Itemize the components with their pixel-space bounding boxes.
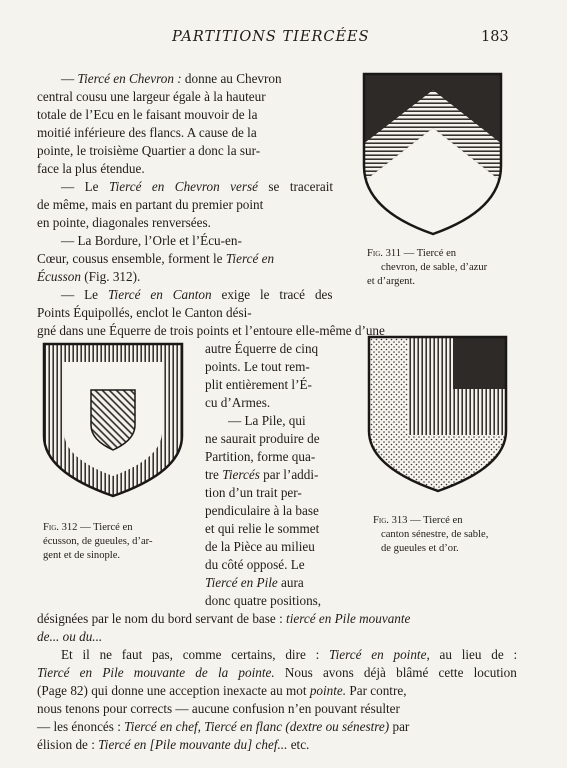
text-run: Tiercé en bbox=[225, 251, 275, 266]
body-line bbox=[205, 466, 318, 484]
text-run: Nous avons déjà blâmé cette locution bbox=[274, 665, 517, 680]
body-line bbox=[37, 160, 145, 178]
text-run: Écusson bbox=[37, 269, 81, 284]
text-run: cu d’Armes. bbox=[205, 395, 271, 410]
body-line bbox=[61, 70, 282, 88]
text-run: Tiercé en Pile bbox=[205, 575, 278, 590]
text-run: écusson, de gueules, d’ar- bbox=[43, 536, 153, 547]
text-run: chevron, de sable, d’azur bbox=[381, 262, 488, 273]
text-run: Tiercé en Chevron versé bbox=[108, 179, 258, 194]
body-line bbox=[37, 628, 102, 646]
text-run: — Tiercé en bbox=[407, 515, 463, 526]
body-line bbox=[61, 646, 517, 664]
text-run: (Fig. 312). bbox=[80, 269, 141, 284]
text-run: de même, mais en partant du premier point bbox=[37, 197, 264, 212]
text-run: etc. bbox=[287, 737, 310, 752]
text-run: Tiercés bbox=[222, 467, 260, 482]
text-run: totale de l’Ecu en le faisant mouvoir de la bbox=[37, 107, 258, 122]
text-run: de gueules et d’or. bbox=[381, 543, 459, 554]
text-run: (Page 82) qui donne une acception inexacte au mot bbox=[37, 683, 310, 698]
text-run: — Tiercé en bbox=[77, 522, 133, 533]
body-line bbox=[37, 250, 274, 268]
text-run: tre bbox=[205, 467, 223, 482]
text-run: face la plus étendue. bbox=[37, 161, 145, 176]
body-line bbox=[205, 520, 319, 538]
text-run: — bbox=[61, 71, 78, 86]
text-run: donne au Chevron bbox=[181, 71, 282, 86]
text-run: Cœur, cousus ensemble, forment le bbox=[37, 251, 226, 266]
body-line bbox=[37, 322, 385, 340]
text-run: pendiculaire à la base bbox=[205, 503, 319, 518]
text-run: Tiercé en [Pile mouvante du] chef... bbox=[98, 737, 288, 752]
text-run: tion d’un trait per- bbox=[205, 485, 302, 500]
text-run: Tiercé en pointe, bbox=[329, 647, 430, 662]
figure-313-caption-line bbox=[381, 542, 459, 556]
body-line bbox=[205, 484, 302, 502]
text-run: Tiercé en Pile mouvante de la pointe. bbox=[37, 665, 275, 680]
text-run: central cousu une largeur égale à la hauteur bbox=[37, 89, 266, 104]
text-run: — La Bordure, l’Orle et l’Écu-en- bbox=[61, 233, 242, 248]
body-line bbox=[205, 574, 304, 592]
text-run: désignées par le nom du bord servant de base : bbox=[37, 611, 287, 626]
text-run: — Tiercé en bbox=[401, 248, 457, 259]
page-header bbox=[0, 29, 567, 49]
text-run: Et il ne faut pas, comme certains, dire : bbox=[61, 647, 330, 662]
text-run: plit entièrement l’É- bbox=[205, 377, 312, 392]
text-run: par bbox=[389, 719, 410, 734]
text-run: du côté opposé. Le bbox=[205, 557, 305, 572]
body-line bbox=[205, 538, 315, 556]
body-line bbox=[37, 124, 257, 142]
figure-313-caption-line bbox=[373, 514, 463, 528]
text-run: Tiercé en Chevron : bbox=[77, 71, 182, 86]
body-line bbox=[205, 394, 270, 412]
body-line bbox=[61, 232, 242, 250]
body-line bbox=[37, 196, 263, 214]
text-run: Fig. 313 bbox=[373, 515, 408, 526]
body-line bbox=[37, 88, 266, 106]
text-run: de... ou du... bbox=[37, 629, 103, 644]
figure-311-caption-line bbox=[367, 275, 415, 289]
text-run: pointe, le troisième Quartier a donc la sur- bbox=[37, 143, 261, 158]
text-run: Tiercé en chef, Tiercé en flanc (dextre ou sénestre) bbox=[124, 719, 390, 734]
text-run: — La Pile, qui bbox=[228, 413, 306, 428]
text-run: autre Équerre de cinq bbox=[205, 341, 319, 356]
figure-311-caption-line bbox=[367, 247, 456, 261]
text-run: gent et de sinople. bbox=[43, 550, 121, 561]
text-run: points. Le tout rem- bbox=[205, 359, 310, 374]
text-run: pointe. bbox=[309, 683, 347, 698]
text-run: se tracerait bbox=[257, 179, 334, 194]
figure-313-shield bbox=[365, 333, 510, 495]
text-run: de la Pièce au milieu bbox=[205, 539, 315, 554]
body-line bbox=[205, 376, 312, 394]
body-line bbox=[61, 286, 333, 304]
body-line bbox=[205, 502, 319, 520]
figure-312-caption-line bbox=[43, 549, 120, 563]
body-line bbox=[205, 448, 315, 466]
text-run: gné dans une Équerre de trois points et l’entoure elle-même d’une bbox=[37, 323, 385, 338]
text-run: — Le bbox=[61, 287, 108, 302]
running-title: PARTITIONS TIERCÉES bbox=[172, 29, 370, 45]
body-line bbox=[37, 268, 140, 286]
text-run: ne saurait produire de bbox=[205, 431, 320, 446]
text-run: exige le tracé des bbox=[211, 287, 333, 302]
body-line bbox=[37, 214, 211, 232]
text-run: au lieu de : bbox=[429, 647, 518, 662]
body-line bbox=[205, 340, 318, 358]
body-line bbox=[37, 718, 409, 736]
body-line bbox=[205, 592, 321, 610]
body-line bbox=[37, 736, 309, 754]
text-run: Fig. 312 bbox=[43, 522, 78, 533]
text-run: Partition, forme qua- bbox=[205, 449, 316, 464]
text-run: en pointe, diagonales renversées. bbox=[37, 215, 211, 230]
figure-311-shield bbox=[360, 70, 505, 238]
text-run: nous tenons pour corrects — aucune confusion n’en pouvant résulter bbox=[37, 701, 400, 716]
figure-312-caption-line bbox=[43, 521, 133, 535]
body-line bbox=[37, 610, 410, 628]
body-line bbox=[61, 178, 333, 196]
text-run: donc quatre positions, bbox=[205, 593, 322, 608]
body-line bbox=[37, 106, 257, 124]
text-run: moitié inférieure des flancs. A cause de la bbox=[37, 125, 257, 140]
body-line bbox=[205, 556, 305, 574]
body-line bbox=[37, 304, 252, 322]
body-line bbox=[37, 682, 407, 700]
figure-312-caption-line bbox=[43, 535, 153, 549]
body-line bbox=[228, 412, 306, 430]
text-run: Par contre, bbox=[346, 683, 407, 698]
text-run: tiercé en Pile mouvante bbox=[286, 611, 411, 626]
text-run: et qui relie le sommet bbox=[205, 521, 320, 536]
body-line bbox=[205, 358, 310, 376]
page-number: 183 bbox=[481, 29, 509, 45]
figure-311-caption-line bbox=[381, 261, 487, 275]
figure-313-caption-line bbox=[381, 528, 488, 542]
text-run: canton sénestre, de sable, bbox=[381, 529, 489, 540]
text-run: Tiercé en Canton bbox=[107, 287, 212, 302]
body-line bbox=[37, 700, 400, 718]
text-run: — Le bbox=[61, 179, 109, 194]
text-run: et d’argent. bbox=[367, 276, 416, 287]
text-run: Points Équipollés, enclot le Canton dési- bbox=[37, 305, 252, 320]
text-run: aura bbox=[277, 575, 304, 590]
figure-312-shield bbox=[40, 340, 186, 500]
body-line bbox=[37, 664, 517, 682]
text-run: élision de : bbox=[37, 737, 99, 752]
text-run: — les énoncés : bbox=[37, 719, 125, 734]
body-line bbox=[205, 430, 320, 448]
body-line bbox=[37, 142, 260, 160]
text-run: Fig. 311 bbox=[367, 248, 402, 259]
text-run: par l’addi- bbox=[259, 467, 319, 482]
